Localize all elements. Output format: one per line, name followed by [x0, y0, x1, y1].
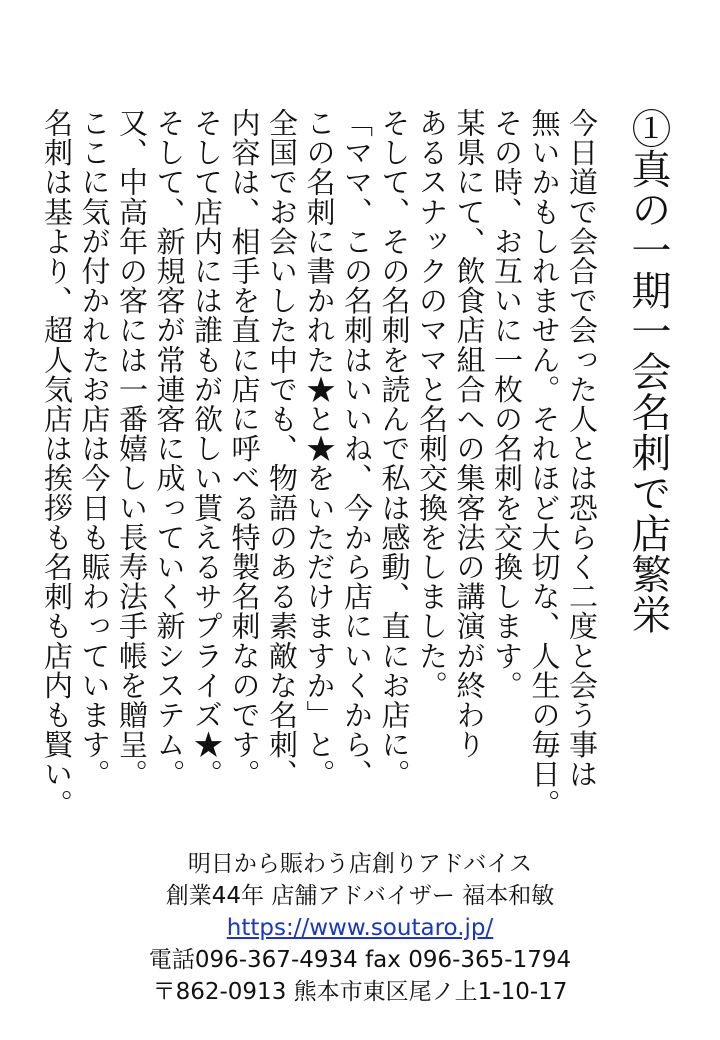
footer-address: 〒862-0913 熊本市東区尾ノ上1-10-17 — [152, 979, 568, 1005]
body-line-13: 又、中高年の客には一番嬉しい長寿法手帳を贈呈。 — [115, 108, 149, 789]
body-line-9: 全国でお会いした中でも、物語のある素敵な名刺、 — [265, 108, 299, 789]
body-line-2: 無いかもしれません。それほど大切な、人生の毎日。 — [527, 108, 562, 819]
body-line-12: そして、新規客が常連客に成っていく新システム。 — [152, 108, 187, 789]
website-link[interactable]: https://www.soutaro.jp/ — [226, 915, 494, 941]
body-line-8: この名刺に書かれた★と★をいただけますか」と。 — [302, 108, 337, 789]
footer-tagline: 明日から賑わう店創りアドバイス — [187, 851, 533, 877]
body-line-11: そして店内には誰もが欲しい貰えるサプライズ★。 — [190, 108, 224, 789]
body-line-15: 名刺は基より、超人気店は挨拶も名刺も店内も賢い。 — [40, 108, 74, 819]
body-line-4: 某県にて、飲食店組合への集客法の講演が終わり — [452, 108, 487, 760]
body-line-14: ここに気が付かれたお店は今日も賑わっています。 — [77, 108, 112, 789]
article-body — [40, 108, 600, 819]
body-line-6: そして、その名刺を読んで私は感動、直にお店に。 — [377, 108, 412, 789]
page-title: ①真の一期一会名刺で店繁栄 — [625, 108, 671, 635]
body-line-3: その時、お互いに一枚の名刺を交換します。 — [490, 108, 524, 700]
body-line-10: 内容は、相手を直に店に呼べる特製名刺なのです。 — [227, 108, 262, 789]
body-line-5: あるスナックのママと名刺交換をしました。 — [415, 108, 449, 700]
footer-profile: 創業44年 店舗アドバイザー 福本和敏 — [165, 883, 555, 909]
body-line-7: 「ママ、この名刺はいいね、今から店にいくから、 — [340, 108, 374, 789]
footer-phone: 電話096-367-4934 fax 096-365-1794 — [148, 947, 572, 973]
footer-url-line — [0, 912, 720, 944]
contact-footer — [0, 848, 720, 1008]
body-line-1: 今日道で会合で会った人とは恐らく二度と会う事は — [565, 108, 599, 789]
